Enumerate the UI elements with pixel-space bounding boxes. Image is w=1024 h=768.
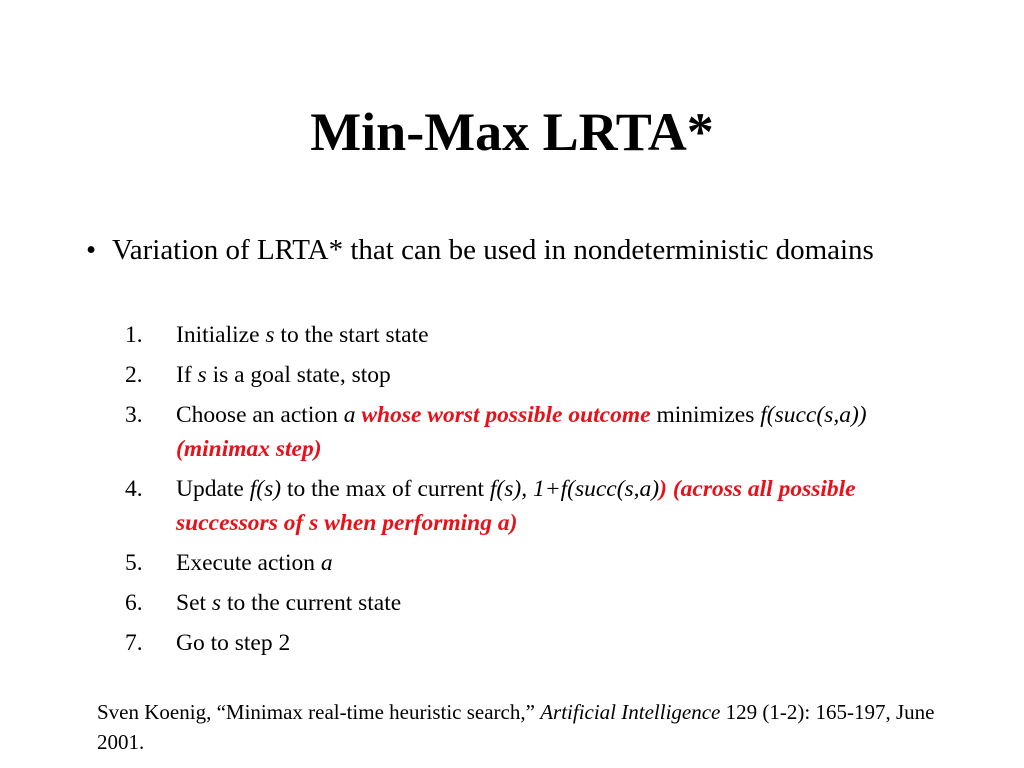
step-text: Choose an action xyxy=(176,402,344,428)
highlight-text: ) (across all possible successors of s when performing a) xyxy=(176,476,856,536)
list-item xyxy=(121,546,921,580)
step-number: 4. xyxy=(125,476,143,502)
step-var: f(succ(s,a)) xyxy=(760,402,867,428)
step-var: f(s) xyxy=(249,476,282,502)
step-text: Execute action xyxy=(176,550,321,576)
list-item xyxy=(121,358,921,392)
step-text: to the max of current xyxy=(281,476,490,502)
step-text: If xyxy=(176,362,198,388)
step-var: f(s), 1+f(succ(s,a) xyxy=(489,476,660,502)
step-text: Update xyxy=(176,476,250,502)
step-text: Go to step 2 xyxy=(176,630,291,656)
step-number: 5. xyxy=(125,550,143,576)
step-number: 6. xyxy=(125,590,143,616)
bullet-marker: • xyxy=(86,234,97,266)
list-item xyxy=(121,472,921,540)
step-text: is a goal state, stop xyxy=(206,362,391,388)
step-number: 3. xyxy=(125,402,143,428)
slide-title: Min-Max LRTA* xyxy=(310,102,714,162)
step-text: Set xyxy=(176,590,212,616)
step-text: Initialize xyxy=(176,322,266,348)
citation-prefix: Sven Koenig, “Minimax real-time heuristic search,” xyxy=(97,700,541,724)
step-var: s xyxy=(265,322,275,348)
list-item xyxy=(121,626,921,660)
list-item xyxy=(121,586,921,620)
step-number: 7. xyxy=(125,630,143,656)
list-item xyxy=(121,318,921,352)
citation-journal: Artificial Intelligence xyxy=(540,700,721,724)
step-text: to the start state xyxy=(274,322,429,348)
highlight-text: whose worst possible outcome xyxy=(361,402,651,428)
step-number: 2. xyxy=(125,362,143,388)
highlight-text: (minimax step) xyxy=(176,436,322,462)
step-var: a xyxy=(343,402,356,428)
main-bullet xyxy=(86,229,916,271)
citation-suffix: 129 (1-2): 165-197, June 2001. xyxy=(97,700,935,754)
step-number: 1. xyxy=(125,322,143,348)
step-var: s xyxy=(211,590,222,616)
step-text: to the current state xyxy=(221,590,402,616)
steps-list xyxy=(121,318,921,666)
step-text: minimizes xyxy=(650,402,761,428)
bullet-text: Variation of LRTA* that can be used in nondeterministic domains xyxy=(112,234,874,266)
list-item xyxy=(121,398,921,466)
step-var: a xyxy=(320,550,333,576)
citation xyxy=(97,697,947,757)
step-var: s xyxy=(197,362,207,388)
